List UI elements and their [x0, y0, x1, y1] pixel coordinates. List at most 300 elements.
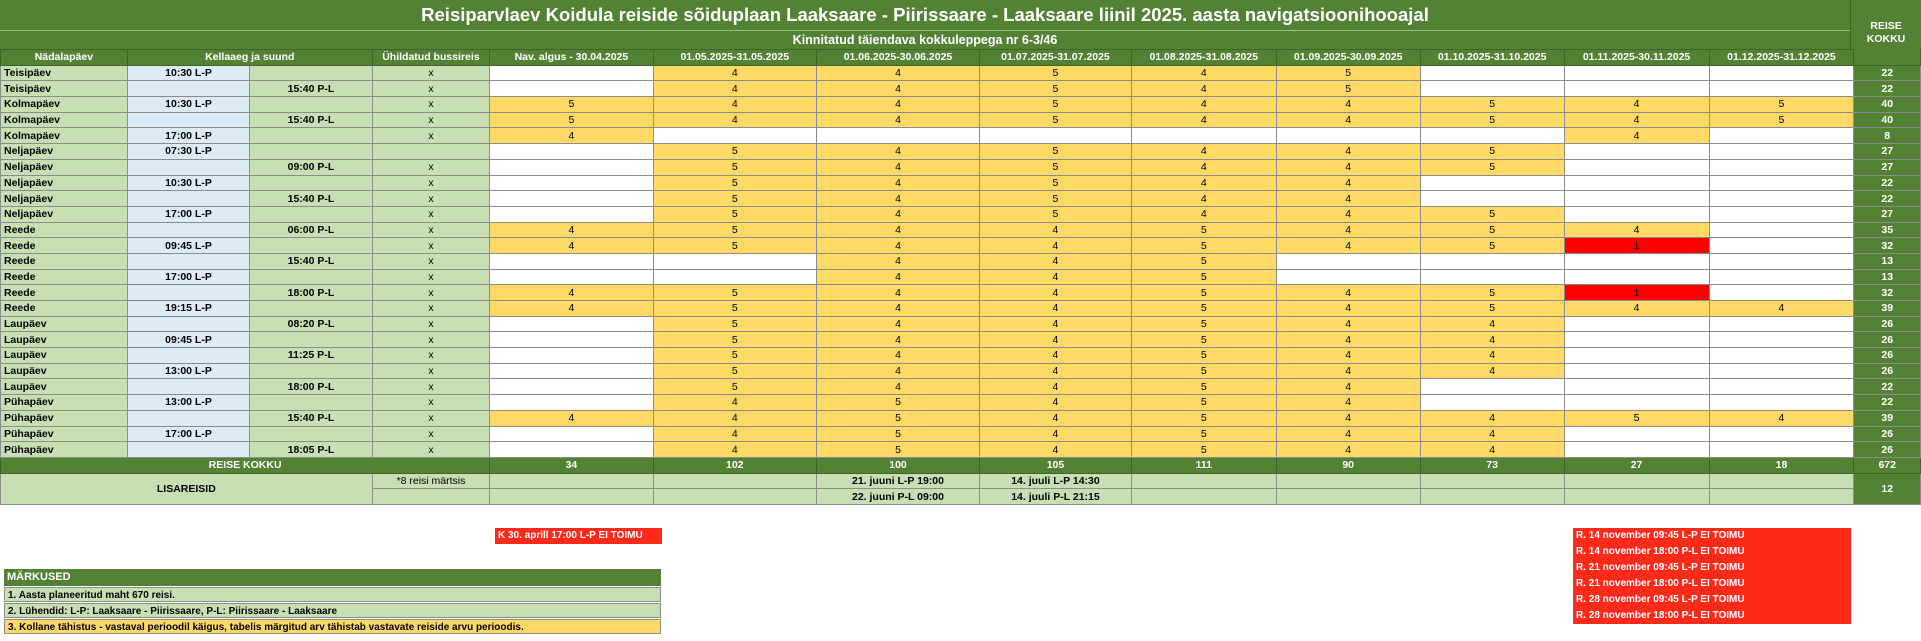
table-row: [1, 191, 1921, 207]
bus-cell: x: [372, 442, 490, 458]
day-cell: Reede: [1, 285, 128, 301]
lisareisid-cell: [1420, 473, 1564, 489]
row-total-cell: 22: [1854, 191, 1921, 207]
table-row: [1, 222, 1921, 238]
trip-count-cell: 4: [980, 222, 1132, 238]
trip-count-cell: 5: [1131, 238, 1276, 254]
time-lp-cell: 10:30 L-P: [127, 97, 249, 113]
row-total-cell: 26: [1854, 426, 1921, 442]
trip-count-cell: 4: [816, 285, 979, 301]
table-row: [1, 442, 1921, 458]
trip-count-cell: 5: [816, 410, 979, 426]
trip-count-cell: 4: [1131, 175, 1276, 191]
row-total-cell: 26: [1854, 316, 1921, 332]
trip-count-cell: [1709, 332, 1854, 348]
header-period: 01.08.2025-31.08.2025: [1131, 50, 1276, 66]
day-cell: Reede: [1, 238, 128, 254]
trip-count-cell: [490, 332, 653, 348]
trip-count-cell: [1709, 316, 1854, 332]
trip-count-cell: 5: [490, 112, 653, 128]
trip-count-cell: 4: [816, 97, 979, 113]
header-total-spacer: [1854, 50, 1921, 66]
day-cell: Laupäev: [1, 363, 128, 379]
trip-count-cell: [1564, 395, 1709, 411]
trip-count-cell: [1131, 128, 1276, 144]
trip-count-cell: 5: [653, 363, 816, 379]
table-row: [1, 238, 1921, 254]
trip-count-cell: 5: [980, 144, 1132, 160]
time-lp-cell: 13:00 L-P: [127, 395, 249, 411]
trip-count-cell: [1276, 253, 1420, 269]
trip-count-cell: 4: [1420, 332, 1564, 348]
day-cell: Laupäev: [1, 348, 128, 364]
trip-count-cell: 4: [980, 410, 1132, 426]
trip-count-cell: [1709, 191, 1854, 207]
lisareisid-cell: 14. juuli L-P 14:30: [980, 473, 1132, 489]
trip-count-cell: 4: [1564, 128, 1709, 144]
trip-count-cell: 5: [816, 442, 979, 458]
row-total-cell: 32: [1854, 285, 1921, 301]
bus-cell: x: [372, 316, 490, 332]
trip-count-cell: 5: [653, 144, 816, 160]
time-pl-cell: 18:00 P-L: [250, 285, 372, 301]
trip-count-cell: [1564, 316, 1709, 332]
day-cell: Kolmapäev: [1, 97, 128, 113]
time-pl-cell: [250, 332, 372, 348]
trip-count-cell: [490, 426, 653, 442]
time-pl-cell: 09:00 P-L: [250, 159, 372, 175]
trip-count-cell: [490, 175, 653, 191]
day-cell: Kolmapäev: [1, 112, 128, 128]
markused-item: 1. Aasta planeeritud maht 670 reisi.: [4, 587, 661, 602]
cancel-note: R. 14 november 09:45 L-P EI TOIMU: [1573, 528, 1851, 544]
table-row: [1, 426, 1921, 442]
trip-count-cell: 4: [1276, 363, 1420, 379]
time-pl-cell: 18:00 P-L: [250, 379, 372, 395]
day-cell: Neljapäev: [1, 144, 128, 160]
trip-count-cell: 5: [1131, 285, 1276, 301]
trip-count-cell: 4: [1276, 426, 1420, 442]
bus-cell: x: [372, 97, 490, 113]
markused-title: MÄRKUSED: [4, 569, 661, 586]
trip-count-cell: [490, 316, 653, 332]
trip-count-cell: 5: [653, 222, 816, 238]
schedule-title: Reisiparvlaev Koidula reiside sõiduplaan Laaksaare - Piirissaare - Laaksaare liinil 2025. aasta navigatsioonihooajal: [0, 0, 1850, 30]
table-row: [1, 159, 1921, 175]
trip-count-cell: 4: [980, 316, 1132, 332]
sum-value: 105: [980, 457, 1132, 473]
trip-count-cell: 4: [816, 206, 979, 222]
trip-count-cell: 5: [1131, 301, 1276, 317]
bus-cell: x: [372, 222, 490, 238]
trip-count-cell: 5: [980, 97, 1132, 113]
trip-count-cell: 4: [1131, 81, 1276, 97]
time-lp-cell: 13:00 L-P: [127, 363, 249, 379]
bus-cell: x: [372, 269, 490, 285]
reise-kokku-header-line1: REISE: [1870, 20, 1902, 32]
lisareisid-label: LISAREISID: [1, 473, 373, 504]
row-total-cell: 26: [1854, 332, 1921, 348]
trip-count-cell: 4: [980, 332, 1132, 348]
time-lp-cell: 17:00 L-P: [127, 128, 249, 144]
lisareisid-cell: [1709, 473, 1854, 489]
time-lp-cell: [127, 253, 249, 269]
trip-count-cell: [490, 191, 653, 207]
trip-count-cell: [490, 65, 653, 81]
header-period: 01.11.2025-30.11.2025: [1564, 50, 1709, 66]
trip-count-cell: 4: [653, 81, 816, 97]
row-total-cell: 22: [1854, 81, 1921, 97]
schedule-table: [0, 49, 1921, 505]
trip-count-cell: 5: [653, 191, 816, 207]
sum-value: 18: [1709, 457, 1854, 473]
time-pl-cell: 18:05 P-L: [250, 442, 372, 458]
trip-count-cell: 4: [653, 442, 816, 458]
trip-count-cell: [490, 81, 653, 97]
trip-count-cell: 4: [1564, 222, 1709, 238]
day-cell: Laupäev: [1, 332, 128, 348]
trip-count-cell: 4: [490, 285, 653, 301]
trip-count-cell: [490, 269, 653, 285]
row-total-cell: 8: [1854, 128, 1921, 144]
time-pl-cell: [250, 206, 372, 222]
trip-count-cell: 5: [1131, 363, 1276, 379]
header-bus: Ühildatud bussireis: [372, 50, 490, 66]
lisareisid-cell: [1131, 473, 1276, 489]
cancel-note: R. 21 november 18:00 P-L EI TOIMU: [1573, 576, 1851, 592]
trip-count-cell: [490, 144, 653, 160]
trip-count-cell: 4: [816, 144, 979, 160]
time-lp-cell: [127, 379, 249, 395]
trip-count-cell: 4: [816, 65, 979, 81]
trip-count-cell: 4: [816, 253, 979, 269]
table-row: [1, 97, 1921, 113]
header-period: 01.12.2025-31.12.2025: [1709, 50, 1854, 66]
trip-count-cell: 4: [1420, 442, 1564, 458]
trip-count-cell: 5: [980, 206, 1132, 222]
trip-count-cell: [653, 128, 816, 144]
lisareisid-cell: 21. juuni L-P 19:00: [816, 473, 979, 489]
schedule-subtitle: Kinnitatud täiendava kokkuleppega nr 6-3/46: [0, 30, 1850, 49]
markused-item: 3. Kollane tähistus - vastaval perioodil käigus, tabelis märgitud arv tähistab vastavate reiside arvu perioodis.: [4, 619, 661, 634]
header-row: [1, 50, 1921, 66]
trip-count-cell: [1276, 269, 1420, 285]
time-lp-cell: [127, 191, 249, 207]
time-pl-cell: [250, 144, 372, 160]
trip-count-cell: [1564, 348, 1709, 364]
trip-count-cell: [490, 348, 653, 364]
trip-count-cell: 4: [816, 363, 979, 379]
time-lp-cell: [127, 112, 249, 128]
trip-count-cell: 4: [1420, 363, 1564, 379]
time-pl-cell: [250, 363, 372, 379]
row-total-cell: 27: [1854, 144, 1921, 160]
day-cell: Reede: [1, 222, 128, 238]
row-total-cell: 27: [1854, 206, 1921, 222]
trip-count-cell: 4: [816, 191, 979, 207]
trip-count-cell: 4: [1276, 332, 1420, 348]
cancel-note: R. 14 november 18:00 P-L EI TOIMU: [1573, 544, 1851, 560]
trip-count-cell: [653, 269, 816, 285]
trip-count-cell: [1564, 191, 1709, 207]
trip-count-cell: 4: [1276, 410, 1420, 426]
trip-count-cell: 4: [1709, 410, 1854, 426]
trip-count-cell: 4: [490, 301, 653, 317]
trip-count-cell: 4: [1709, 301, 1854, 317]
time-lp-cell: [127, 81, 249, 97]
table-row: [1, 285, 1921, 301]
lisareisid-cell: [653, 473, 816, 489]
sum-value: 27: [1564, 457, 1709, 473]
trip-count-cell: 4: [1276, 112, 1420, 128]
trip-count-cell: 5: [1131, 316, 1276, 332]
header-period: 01.10.2025-31.10.2025: [1420, 50, 1564, 66]
bus-cell: x: [372, 363, 490, 379]
trip-count-cell: [1709, 426, 1854, 442]
bus-cell: x: [372, 395, 490, 411]
trip-count-cell: 4: [1131, 144, 1276, 160]
time-pl-cell: 15:40 P-L: [250, 253, 372, 269]
row-total-cell: 22: [1854, 175, 1921, 191]
bus-cell: x: [372, 81, 490, 97]
table-row: [1, 206, 1921, 222]
row-total-cell: 39: [1854, 410, 1921, 426]
trip-count-cell: 4: [980, 395, 1132, 411]
row-total-cell: 26: [1854, 348, 1921, 364]
trip-count-cell: 5: [1276, 65, 1420, 81]
trip-count-cell: 5: [653, 238, 816, 254]
day-cell: Reede: [1, 269, 128, 285]
trip-count-cell: 5: [1709, 112, 1854, 128]
table-row: [1, 112, 1921, 128]
trip-count-cell: [1709, 159, 1854, 175]
time-pl-cell: 15:40 P-L: [250, 410, 372, 426]
trip-count-cell: [1709, 348, 1854, 364]
trip-count-cell: [490, 442, 653, 458]
trip-count-cell: 5: [1131, 348, 1276, 364]
trip-count-cell: [1564, 332, 1709, 348]
trip-count-cell: 4: [1131, 159, 1276, 175]
trip-count-cell: 4: [816, 238, 979, 254]
trip-count-cell: 4: [1276, 222, 1420, 238]
time-pl-cell: [250, 65, 372, 81]
sum-total: 672: [1854, 457, 1921, 473]
trip-count-cell: [1420, 128, 1564, 144]
lisareisid-bus-empty: [372, 489, 490, 505]
lisareisid-cell: 22. juuni P-L 09:00: [816, 489, 979, 505]
trip-count-cell: [1564, 253, 1709, 269]
time-pl-cell: 15:40 P-L: [250, 81, 372, 97]
bus-cell: x: [372, 159, 490, 175]
time-lp-cell: 19:15 L-P: [127, 301, 249, 317]
lisareisid-total: 12: [1854, 473, 1921, 504]
trip-count-cell: 4: [980, 285, 1132, 301]
trip-count-cell: 5: [980, 81, 1132, 97]
trip-count-cell: 4: [1420, 348, 1564, 364]
day-cell: Laupäev: [1, 379, 128, 395]
trip-count-cell: [1709, 206, 1854, 222]
trip-count-cell: 4: [816, 332, 979, 348]
trip-count-cell: 5: [980, 175, 1132, 191]
table-row: [1, 128, 1921, 144]
trip-count-cell: 5: [1420, 206, 1564, 222]
trip-count-cell: [1564, 426, 1709, 442]
trip-count-cell: 4: [816, 316, 979, 332]
table-row: [1, 363, 1921, 379]
trip-count-cell: 4: [1564, 112, 1709, 128]
time-pl-cell: 08:20 P-L: [250, 316, 372, 332]
trip-count-cell: 4: [1276, 301, 1420, 317]
trip-count-cell: 4: [1276, 206, 1420, 222]
trip-count-cell: [1420, 395, 1564, 411]
time-pl-cell: [250, 238, 372, 254]
day-cell: Pühapäev: [1, 395, 128, 411]
header-period: 01.06.2025-30.06.2025: [816, 50, 979, 66]
trip-count-cell: 4: [1276, 144, 1420, 160]
table-row: [1, 269, 1921, 285]
trip-count-cell: 5: [653, 206, 816, 222]
lisareisid-cell: [1276, 473, 1420, 489]
row-total-cell: 22: [1854, 379, 1921, 395]
trip-count-cell: [1709, 442, 1854, 458]
trip-count-cell: 4: [816, 269, 979, 285]
row-total-cell: 26: [1854, 363, 1921, 379]
trip-count-cell: 5: [653, 285, 816, 301]
trip-count-cell: [1709, 81, 1854, 97]
bus-cell: x: [372, 238, 490, 254]
trip-count-cell: 5: [1131, 426, 1276, 442]
time-lp-cell: 17:00 L-P: [127, 269, 249, 285]
time-pl-cell: [250, 97, 372, 113]
trip-count-cell: 1: [1564, 285, 1709, 301]
time-lp-cell: 10:30 L-P: [127, 65, 249, 81]
day-cell: Neljapäev: [1, 159, 128, 175]
lisareisid-cell: [1564, 473, 1709, 489]
row-total-cell: 32: [1854, 238, 1921, 254]
trip-count-cell: 4: [490, 238, 653, 254]
trip-count-cell: 5: [980, 159, 1132, 175]
trip-count-cell: [490, 206, 653, 222]
bus-cell: x: [372, 253, 490, 269]
trip-count-cell: 5: [653, 175, 816, 191]
trip-count-cell: [1564, 363, 1709, 379]
trip-count-cell: 4: [980, 363, 1132, 379]
lisareisid-cell: [490, 473, 653, 489]
trip-count-cell: 4: [816, 301, 979, 317]
day-cell: Neljapäev: [1, 175, 128, 191]
bus-cell: x: [372, 112, 490, 128]
trip-count-cell: 4: [653, 410, 816, 426]
time-lp-cell: [127, 348, 249, 364]
trip-count-cell: 4: [1276, 175, 1420, 191]
trip-count-cell: [1709, 363, 1854, 379]
table-row: [1, 316, 1921, 332]
time-lp-cell: 09:45 L-P: [127, 332, 249, 348]
trip-count-cell: [1709, 238, 1854, 254]
trip-count-cell: [1420, 175, 1564, 191]
time-lp-cell: 09:45 L-P: [127, 238, 249, 254]
trip-count-cell: [1564, 159, 1709, 175]
trip-count-cell: 5: [1276, 81, 1420, 97]
table-row: [1, 348, 1921, 364]
day-cell: Pühapäev: [1, 442, 128, 458]
day-cell: Reede: [1, 253, 128, 269]
bus-cell: x: [372, 206, 490, 222]
lisareisid-row: [1, 473, 1921, 489]
trip-count-cell: 4: [816, 112, 979, 128]
row-total-cell: 27: [1854, 159, 1921, 175]
trip-count-cell: 5: [1420, 144, 1564, 160]
row-total-cell: 39: [1854, 301, 1921, 317]
sum-value: 102: [653, 457, 816, 473]
bus-cell: x: [372, 175, 490, 191]
trip-count-cell: [1420, 379, 1564, 395]
trip-count-cell: 4: [1276, 442, 1420, 458]
trip-count-cell: 4: [490, 128, 653, 144]
row-total-cell: 22: [1854, 395, 1921, 411]
trip-count-cell: [1420, 81, 1564, 97]
trip-count-cell: 4: [653, 395, 816, 411]
lisareisid-cell: [653, 489, 816, 505]
trip-count-cell: [980, 128, 1132, 144]
sum-row: [1, 457, 1921, 473]
trip-count-cell: [1709, 379, 1854, 395]
sum-value: 90: [1276, 457, 1420, 473]
bus-cell: x: [372, 301, 490, 317]
row-total-cell: 13: [1854, 253, 1921, 269]
trip-count-cell: 4: [1276, 285, 1420, 301]
time-lp-cell: [127, 442, 249, 458]
trip-count-cell: 4: [816, 348, 979, 364]
trip-count-cell: 4: [980, 426, 1132, 442]
time-lp-cell: 10:30 L-P: [127, 175, 249, 191]
header-period: Nav. algus - 30.04.2025: [490, 50, 653, 66]
trip-count-cell: 4: [1276, 379, 1420, 395]
table-row: [1, 410, 1921, 426]
bus-cell: x: [372, 379, 490, 395]
trip-count-cell: 5: [1131, 410, 1276, 426]
bus-cell: x: [372, 410, 490, 426]
trip-count-cell: 4: [1420, 410, 1564, 426]
trip-count-cell: 4: [1131, 112, 1276, 128]
trip-count-cell: 5: [1131, 332, 1276, 348]
trip-count-cell: 4: [653, 65, 816, 81]
day-cell: Neljapäev: [1, 206, 128, 222]
trip-count-cell: 4: [1564, 301, 1709, 317]
trip-count-cell: 5: [980, 65, 1132, 81]
trip-count-cell: 4: [980, 442, 1132, 458]
day-cell: Teisipäev: [1, 81, 128, 97]
trip-count-cell: 4: [1420, 426, 1564, 442]
trip-count-cell: [490, 363, 653, 379]
trip-count-cell: 5: [653, 316, 816, 332]
row-total-cell: 35: [1854, 222, 1921, 238]
trip-count-cell: [1420, 269, 1564, 285]
trip-count-cell: 4: [1276, 316, 1420, 332]
trip-count-cell: 4: [980, 348, 1132, 364]
trip-count-cell: [1709, 285, 1854, 301]
bus-cell: x: [372, 348, 490, 364]
trip-count-cell: [1709, 222, 1854, 238]
trip-count-cell: 4: [980, 301, 1132, 317]
trip-count-cell: 4: [1131, 97, 1276, 113]
sum-value: 111: [1131, 457, 1276, 473]
lisareisid-cell: [1709, 489, 1854, 505]
reise-kokku-header-line2: KOKKU: [1866, 33, 1906, 45]
day-cell: Kolmapäev: [1, 128, 128, 144]
trip-count-cell: 5: [653, 379, 816, 395]
trip-count-cell: 4: [1276, 395, 1420, 411]
